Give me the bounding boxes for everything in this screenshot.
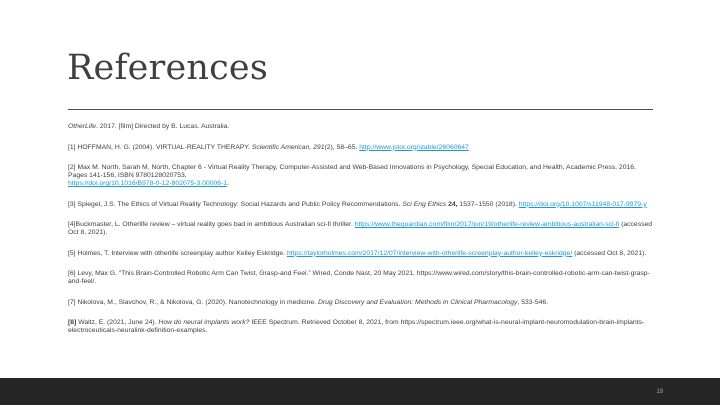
reference-text: [7] Nikolova, M., Slavchov, R., & Nikolova, G. (2020). Nanotechnology in medicine. <box>68 298 318 306</box>
reference-item <box>68 250 656 258</box>
reference-text: , 533-546. <box>517 298 549 306</box>
reference-item <box>68 221 656 237</box>
reference-link[interactable]: https://doi.org/10.1007/s11948-017-9979-y <box>518 200 647 208</box>
reference-text: [4]Buckmaster, L. Otherlife review – virtual reality goes bad in ambitious Australian sci-fi thriller. <box>68 221 355 229</box>
reference-link[interactable]: https://www.theguardian.com/film/2017/jun/19/otherlife-review-ambitious-australian-sci-fi <box>354 221 620 229</box>
reference-text: [3] Spiegel, J.S. The Ethics of Virtual Reality Technology: Social Hazards and Public Policy Recommendations. <box>68 200 403 208</box>
reference-item <box>68 164 656 188</box>
page-number: 19 <box>656 388 663 395</box>
reference-text: Scientific American, 291 <box>251 143 325 151</box>
reference-item <box>68 123 656 131</box>
reference-text: [2] Max M. North, Sarah M. North, Chapter 6 - Virtual Reality Therapy, Computer-Assisted and Web-Based Innovations in Psychology, Special Education, and Health, Academic Press, 2016, Pages 141-156, ISBN 9780128020753, <box>68 164 636 180</box>
reference-text: (accessed Oct 8, 2021). <box>572 249 647 257</box>
reference-text: [5] Holmes, T. Interview with otherlife screenplay author Kelley Eskridge. <box>68 249 287 257</box>
reference-item <box>68 144 656 152</box>
reference-text: (2), 58–65. <box>324 143 360 151</box>
reference-item <box>68 201 656 209</box>
reference-text: [8] <box>68 319 77 327</box>
reference-text: Sci Eng Ethics <box>402 200 449 208</box>
reference-item <box>68 319 656 335</box>
reference-item <box>68 299 656 307</box>
reference-link[interactable]: http://www.jstor.org/stable/26060647 <box>359 143 469 151</box>
reference-text: . 2017. [film] Directed by B. Lucas. Australia. <box>95 123 230 130</box>
reference-text: 24, <box>448 200 460 208</box>
reference-text: . <box>227 180 229 188</box>
references-list <box>68 123 656 348</box>
reference-item <box>68 270 656 286</box>
reference-text: 1537–1550 (2018). <box>459 200 519 208</box>
reference-text: How do neural implants work? <box>158 319 250 327</box>
page-title: References <box>67 48 268 88</box>
reference-text: (accessed Oct 8, 2021). <box>68 221 653 237</box>
reference-text: [1] HOFFMAN, H. G. (2004). VIRTUAL-REALITY THERAPY. <box>68 143 252 151</box>
reference-text: Drug Discovery and Evaluation: Methods in Clinical Pharmacology <box>317 298 518 306</box>
reference-text: Waltz, E. (2021, June 24). <box>76 319 159 327</box>
reference-link[interactable]: https://doi.org/10.1016/B978-0-12-802075-3.00006-1 <box>68 180 228 188</box>
reference-link[interactable]: https://taylorholmes.com/2017/12/07/interview-with-otherlife-screenplay-author-kelley-eskridge/ <box>286 249 573 257</box>
reference-text: IEEE Spectrum. Retrieved October 8, 2021, from https://spectrum.ieee.org/what-is-neural-implant-neuromodulation-brain-implants-electroceuticals-neuralink-definition-examples. <box>68 319 645 335</box>
reference-text: [6] Levy, Max G. “This Brain-Controlled Robotic Arm Can Twist, Grasp-and Feel.” Wired, Conde Nast, 20 May 2021, https://www.wired.com/story/this-brain-controlled-robotic-arm-can-twist-grasp-and-feel/. <box>68 270 650 286</box>
title-divider <box>68 109 653 110</box>
reference-text: OtherLife <box>68 123 96 130</box>
footer-bar <box>0 378 720 405</box>
